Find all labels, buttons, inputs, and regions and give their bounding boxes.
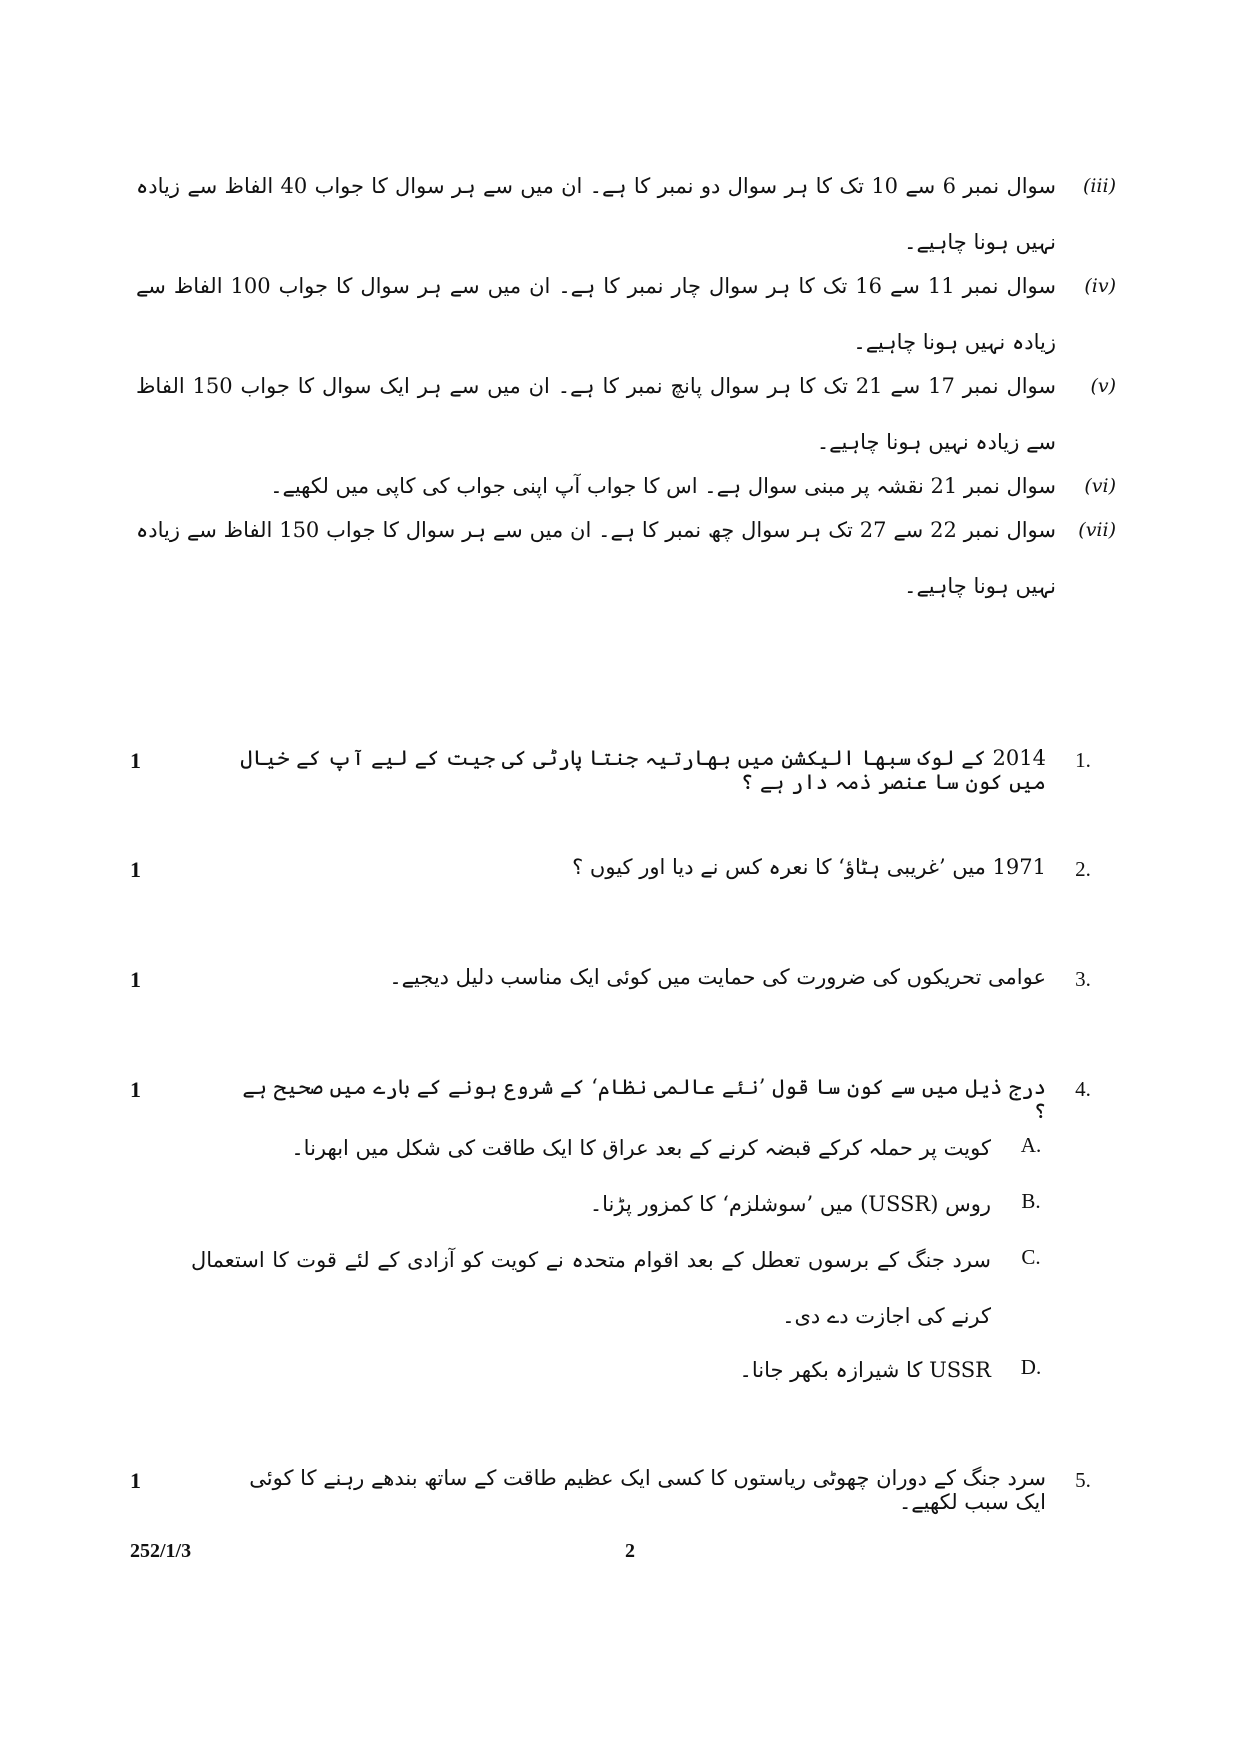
question-marks: 1 <box>130 1077 141 1102</box>
question-marks: 1 <box>130 967 141 992</box>
question-number: 3. <box>1075 967 1091 991</box>
question-number: 4. <box>1075 1077 1091 1101</box>
instruction-number: (vi) <box>1084 475 1116 497</box>
option-d-letter: D. <box>1020 1355 1042 1379</box>
question-number: 2. <box>1075 857 1091 881</box>
option-b-text: روس (USSR) میں ’سوشلزم‘ کا کمزور پڑنا۔ <box>589 1192 991 1216</box>
question-marks: 1 <box>130 1468 141 1493</box>
question-marks: 1 <box>130 857 141 882</box>
instruction-number: (iv) <box>1084 275 1116 297</box>
instruction-text: سوال نمبر 22 سے 27 تک ہر سوال چھ نمبر کا ہے۔ ان میں سے ہر سوال کا جواب 150 الفاظ سے زیادہ نہیں ہونا چاہیے۔ <box>136 518 1056 598</box>
instruction-text: سوال نمبر 17 سے 21 تک کا ہر سوال پانچ نمبر کا ہے۔ ان میں سے ہر ایک سوال کا جواب 150 الفاظ سے زیادہ نہیں ہونا چاہیے۔ <box>136 374 1056 454</box>
question-text: 2014 کے لوک سبھا الیکشن میں بھارتیہ جنتا پارٹی کی جیت کے لیے آپ کے خیال میں کون سا عنصر ذمہ دار ہے ؟ <box>240 746 1046 794</box>
option-a-letter: A. <box>1020 1133 1042 1157</box>
question-marks: 1 <box>130 748 141 773</box>
question-number: 5. <box>1075 1468 1091 1492</box>
question-text: سرد جنگ کے دوران چھوٹی ریاستوں کا کسی ایک عظیم طاقت کے ساتھ بندھے رہنے کا کوئی ایک سبب لکھیے۔ <box>249 1466 1046 1514</box>
instruction-text: سوال نمبر 11 سے 16 تک کا ہر سوال چار نمبر کا ہے۔ ان میں سے ہر سوال کا جواب 100 الفاظ سے زیادہ نہیں ہونا چاہیے۔ <box>136 274 1056 354</box>
instruction-iii <box>136 158 1116 270</box>
instruction-text: سوال نمبر 21 نقشہ پر مبنی سوال ہے۔ اس کا جواب آپ اپنی جواب کی کاپی میں لکھیے۔ <box>270 474 1056 498</box>
instruction-number: (vii) <box>1078 519 1116 541</box>
option-b-letter: B. <box>1021 1189 1041 1213</box>
option-c-letter: C. <box>1021 1245 1041 1269</box>
instruction-text: سوال نمبر 6 سے 10 تک کا ہر سوال دو نمبر کا ہے۔ ان میں سے ہر سوال کا جواب 40 الفاظ سے زیادہ نہیں ہونا چاہیے۔ <box>136 174 1056 254</box>
option-a-text: کویت پر حملہ کرکے قبضہ کرنے کے بعد عراق کا ایک طاقت کی شکل میں ابھرنا۔ <box>291 1136 991 1160</box>
question-text: 1971 میں ’غریبی ہٹاؤ‘ کا نعرہ کس نے دیا اور کیوں ؟ <box>572 855 1046 879</box>
instruction-iv <box>136 258 1116 370</box>
instruction-vii <box>136 502 1116 614</box>
instruction-number: (v) <box>1090 375 1116 397</box>
page-number: 2 <box>625 1540 635 1562</box>
question-text: عوامی تحریکوں کی ضرورت کی حمایت میں کوئی ایک مناسب دلیل دیجیے۔ <box>389 965 1046 989</box>
instruction-v <box>136 358 1116 470</box>
option-c-text: سرد جنگ کے برسوں تعطل کے بعد اقوام متحدہ نے کویت کو آزادی کے لئے قوت کا استعمال کرنے کی اجازت دے دی۔ <box>191 1248 991 1328</box>
question-number: 1. <box>1075 748 1091 772</box>
question-text: درج ذیل میں سے کون سا قول ’نئے عالمی نظام‘ کے شروع ہونے کے بارے میں صحیح ہے ؟ <box>242 1075 1046 1123</box>
option-d-text: USSR کا شیرازہ بکھر جانا۔ <box>739 1358 991 1382</box>
paper-code: 252/1/3 <box>130 1540 192 1562</box>
instruction-number: (iii) <box>1082 175 1116 197</box>
